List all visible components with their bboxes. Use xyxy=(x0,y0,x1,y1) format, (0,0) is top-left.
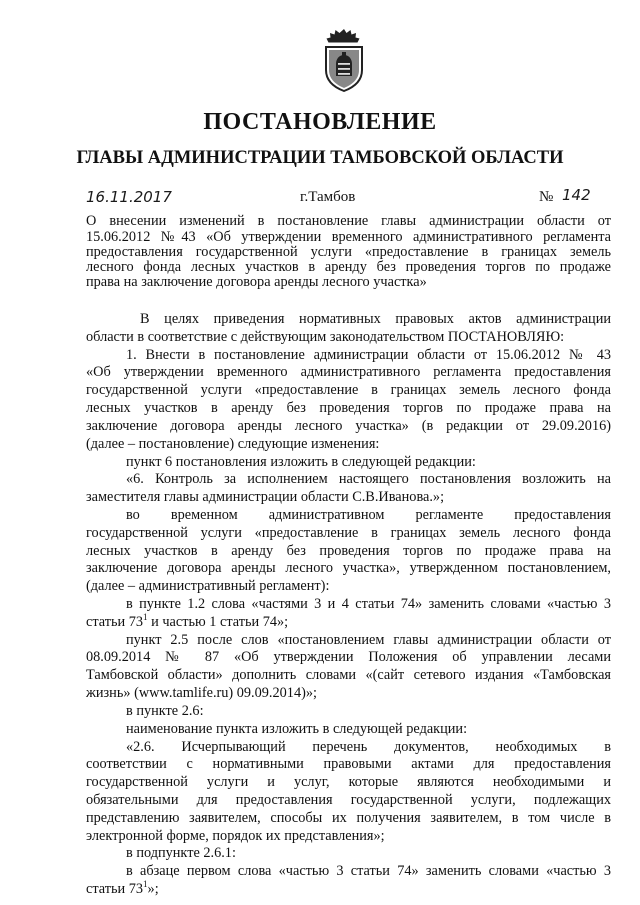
subject-line: О внесении изменений в постановление главы администрации области от xyxy=(86,213,611,229)
body-line: в подпункте 2.6.1: xyxy=(126,845,236,862)
coat-of-arms-icon xyxy=(318,28,370,92)
body-line: (далее – административный регламент): xyxy=(86,578,330,595)
text-fragment: и частью 1 статьи 74»; xyxy=(147,613,289,630)
body-line: во временном административном регламенте предоставления xyxy=(126,506,611,523)
body-line: Тамбовской области» дополнить словами «(сайт сетевого издания «Тамбовская xyxy=(86,667,611,684)
body-line: «Об утверждении временного административного регламента предоставления xyxy=(86,364,611,381)
body-line xyxy=(86,879,611,897)
body-line: 08.09.2014 № 87 «Об утверждении Положения об управлении лесами xyxy=(86,649,611,666)
body-line: (далее – постановление) следующие изменения: xyxy=(86,435,380,452)
body-line: наименование пункта изложить в следующей редакции: xyxy=(126,720,468,737)
body-line: государственной услуги и услуг, которые являются необходимыми и xyxy=(86,774,611,791)
text-fragment: статьи 73 xyxy=(86,881,144,897)
body-line: в пункте 1.2 слова «частями 3 и 4 статьи 74» заменить словами «частью 3 xyxy=(126,596,611,612)
document-subtitle: ГЛАВЫ АДМИНИСТРАЦИИ ТАМБОВСКОЙ ОБЛАСТИ xyxy=(76,148,564,168)
number-label: № xyxy=(539,189,554,205)
body-line: государственной услуги «предоставление в границах земель лесного фонда xyxy=(86,382,611,399)
body-line: 1. Внести в постановление администрации области от 15.06.2012 № 43 xyxy=(126,346,611,363)
body-line: в абзаце первом слова «частью 3 статьи 74» заменить словами «частью 3 xyxy=(126,863,611,880)
body-line: «2.6. Исчерпывающий перечень документов, необходимых в xyxy=(126,738,611,755)
body-line: государственной услуги «предоставление в границах земель лесного фонда xyxy=(86,524,611,541)
subject-line: 15.06.2012 №43 «Об утверждении временного административного регламента xyxy=(86,229,611,245)
handwritten-date: 16.11.2017 xyxy=(86,188,172,206)
city: г.Тамбов xyxy=(300,189,356,205)
body-line: «6. Контроль за исполнением настоящего постановления возложить на xyxy=(126,471,611,488)
subject-line: лесного фонда лесных участков в аренду без проведения торгов по продаже xyxy=(86,259,611,275)
body-line: лесных участков в аренду без проведения торгов по продаже права на xyxy=(86,542,611,559)
body-line: пункт 6 постановления изложить в следующей редакции: xyxy=(126,453,476,470)
body-line: представлению заявителем, способы их получения заявителем, в том числе в xyxy=(86,809,611,826)
superscript: 1 xyxy=(143,879,148,890)
body-line: соответствии с нормативными правовыми актами для предоставления xyxy=(86,756,611,773)
body-line: заместителя главы администрации области С.В.Иванова.»; xyxy=(86,489,445,506)
subject-line: права на заключение договора аренды лесного участка» xyxy=(86,274,427,290)
body-line: лесных участков в аренду без проведения торгов по продаже права на xyxy=(86,400,611,417)
text-fragment: статьи 73 xyxy=(86,613,144,630)
body-line: электронной форме, порядок их представления»; xyxy=(86,827,385,844)
subject-line: предоставления государственной услуги «предоставление в границах земель xyxy=(86,244,611,260)
body-line: заключение договора аренды лесного участка» (в редакции от 29.09.2016) xyxy=(86,417,611,434)
body-line: жизнь» (www.tamlife.ru) 09.09.2014)»; xyxy=(86,685,317,702)
body-line: В целях приведения нормативных правовых актов администрации xyxy=(140,311,611,327)
text-fragment: »; xyxy=(147,881,159,897)
document-title: ПОСТАНОВЛЕНИЕ xyxy=(203,109,437,135)
superscript: 1 xyxy=(143,612,148,623)
body-line: заключение договора аренды лесного участка», утвержденном постановлением, xyxy=(86,560,611,577)
body-line: в пункте 2.6: xyxy=(126,702,204,719)
body-line: обязательными для предоставления государственной услуги, подлежащих xyxy=(86,791,611,808)
body-line xyxy=(86,612,611,630)
handwritten-number: 142 xyxy=(562,186,591,204)
body-line: области в соответствие с действующим законодательством ПОСТАНОВЛЯЮ: xyxy=(86,328,565,345)
body-line: пункт 2.5 после слов «постановлением главы администрации области от xyxy=(126,631,611,648)
